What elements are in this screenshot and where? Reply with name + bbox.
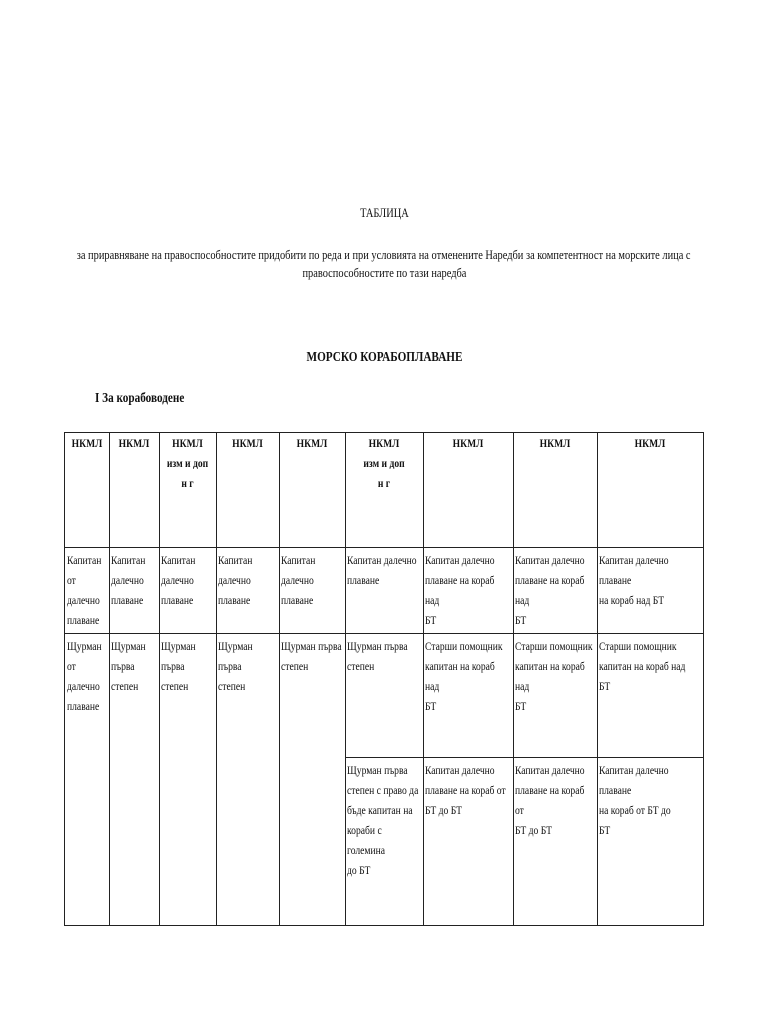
table-cell: Капитан далечно плаване: [281, 553, 316, 607]
table-cell: Старши помощник капитан на кораб над БТ: [599, 639, 686, 693]
page-subtitle: [0, 246, 768, 282]
section-heading: МОРСКО КОРАБОПЛАВАНЕ: [306, 350, 462, 365]
table-cell: Щурман първа степен с право да бъде капитан на кораби с големина до БТ: [347, 763, 419, 877]
table-header-cell: НКМЛ: [296, 436, 328, 450]
table-cell: Щурман от далечно плаване: [67, 639, 102, 713]
table-cell: Капитан от далечно плаване: [67, 553, 102, 627]
table-cell: Щурман първа степен: [111, 639, 146, 693]
table-header-cell: НКМЛ изм и доп н г: [166, 436, 209, 490]
table-header-cell: НКМЛ: [71, 436, 103, 450]
subtitle-line-1: за приравняване на правоспособностите придобити по реда и при условията на отменените Наредби за компетентност на морските лица с: [77, 247, 691, 262]
table-cell: Щурман първа степен: [281, 639, 342, 673]
table-cell: Капитан далечно плаване: [347, 553, 417, 587]
table-cell: Капитан далечно плаване: [218, 553, 253, 607]
table-cell: Капитан далечно плаване: [161, 553, 196, 607]
table-cell: Капитан далечно плаване на кораб над БТ: [425, 553, 495, 627]
table-cell: Капитан далечно плаване: [111, 553, 146, 607]
table-header-cell: НКМЛ: [452, 436, 484, 450]
page-title: ТАБЛИЦА: [359, 205, 409, 220]
table-cell: Капитан далечно плаване на кораб от БТ до БТ: [515, 763, 585, 837]
subsection-heading: I За корабоводене: [95, 391, 185, 406]
table-cell: Капитан далечно плаване на кораб от БТ до БТ: [425, 763, 506, 817]
table-header-cell: НКМЛ: [118, 436, 150, 450]
table-cell: Старши помощник капитан на кораб над БТ: [515, 639, 593, 713]
subtitle-line-2: правоспособностите по тази наредба: [302, 265, 466, 280]
table-cell: Капитан далечно плаване на кораб над БТ: [515, 553, 585, 627]
table-header-cell: НКМЛ: [539, 436, 571, 450]
table-cell: Капитан далечно плаване на кораб от БТ до БТ: [599, 763, 671, 837]
table-cell: Щурман първа степен: [347, 639, 408, 673]
table-cell: Щурман първа степен: [218, 639, 253, 693]
table-cell: Старши помощник капитан на кораб над БТ: [425, 639, 503, 713]
table-cell: Капитан далечно плаване на кораб над БТ: [599, 553, 669, 607]
table-row-divider: [65, 633, 703, 634]
equivalence-table: [64, 432, 704, 926]
table-header-cell: НКМЛ: [232, 436, 263, 450]
table-row-divider: [345, 757, 703, 758]
table-row-divider: [65, 547, 703, 548]
table-cell: Щурман първа степен: [161, 639, 196, 693]
table-header-cell: НКМЛ: [634, 436, 666, 450]
table-header-cell: НКМЛ изм и доп н г: [363, 436, 405, 490]
